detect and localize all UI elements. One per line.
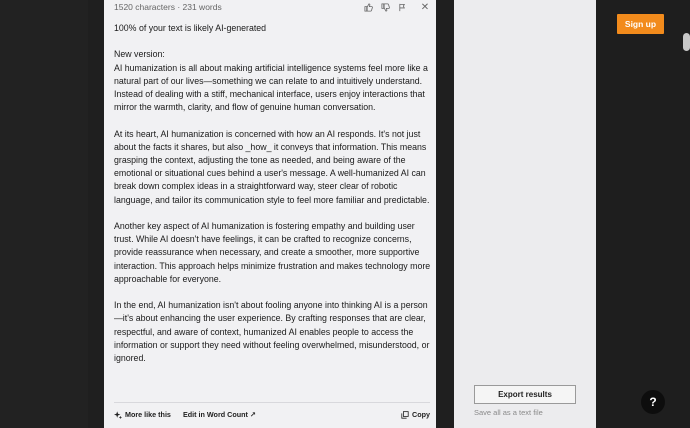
result-card [104, 0, 436, 428]
more-like-this-button[interactable] [114, 410, 171, 419]
export-results-button[interactable]: Export results [474, 385, 576, 404]
thumbs-up-icon[interactable] [363, 2, 373, 12]
result-stats: 1520 characters · 231 words [114, 2, 222, 12]
side-panel [454, 0, 596, 428]
result-header [114, 0, 430, 14]
export-hint: Save all as a text file [474, 408, 543, 417]
result-footer [114, 402, 430, 426]
more-like-this-label: More like this [125, 410, 171, 419]
ai-detection-verdict: 100% of your text is likely AI-generated [114, 23, 267, 33]
close-icon[interactable]: ✕ [420, 1, 430, 13]
help-button[interactable]: ? [641, 390, 665, 414]
result-actions [363, 2, 430, 12]
signup-button[interactable]: Sign up [617, 14, 664, 34]
result-paragraph: At its heart, AI humanization is concerned with how an AI responds. It's not just about the facts it shares, but also _how_ it conveys that information. This means grasping the context, adjusting the tone as needed, and being aware of the emotional or situational cues behind a user's message. A well-humanized AI can break down complex ideas in a straightforward way, steer clear of robotic language, and tailor its communication style to feel more familiar and predictable. [114, 128, 430, 205]
sparkle-icon [114, 411, 122, 419]
copy-label: Copy [412, 410, 430, 419]
result-text [114, 22, 432, 378]
edit-in-word-count-label: Edit in Word Count ↗ [182, 410, 256, 419]
copy-icon [401, 411, 409, 419]
page-backdrop-left [0, 0, 88, 428]
scrollbar-thumb[interactable] [683, 33, 690, 51]
result-paragraph: Another key aspect of AI humanization is fostering empathy and building user trust. While AI doesn't have feelings, it can be crafted to recognize concerns, provide reassurance when necessary, and create a smoother, more supportive interaction. This approach helps minimize frustration and makes technology more approachable for everyone. [114, 221, 431, 284]
thumbs-down-icon[interactable] [380, 2, 390, 12]
page-backdrop-right [596, 0, 690, 428]
copy-button[interactable] [401, 410, 430, 419]
flag-icon[interactable] [397, 2, 407, 12]
result-paragraph: New version: AI humanization is all about making artificial intelligence systems feel more like a natural part of our lives—something we can relate to and intuitively understand. Instead of dealing with a stiff, mechanical interface, users enjoy interactions that mirror the warmth, clarity, and flow of genuine human conversation. [114, 49, 428, 113]
edit-in-word-count-link[interactable] [183, 410, 256, 419]
result-paragraph: In the end, AI humanization isn't about fooling anyone into thinking AI is a person—it's about enhancing the user experience. By crafting responses that are clear, respectful, and aware of context, humanized AI enables people to access the information or support they need without feeling overwhelmed, misunderstood, or ignored. [114, 300, 430, 364]
